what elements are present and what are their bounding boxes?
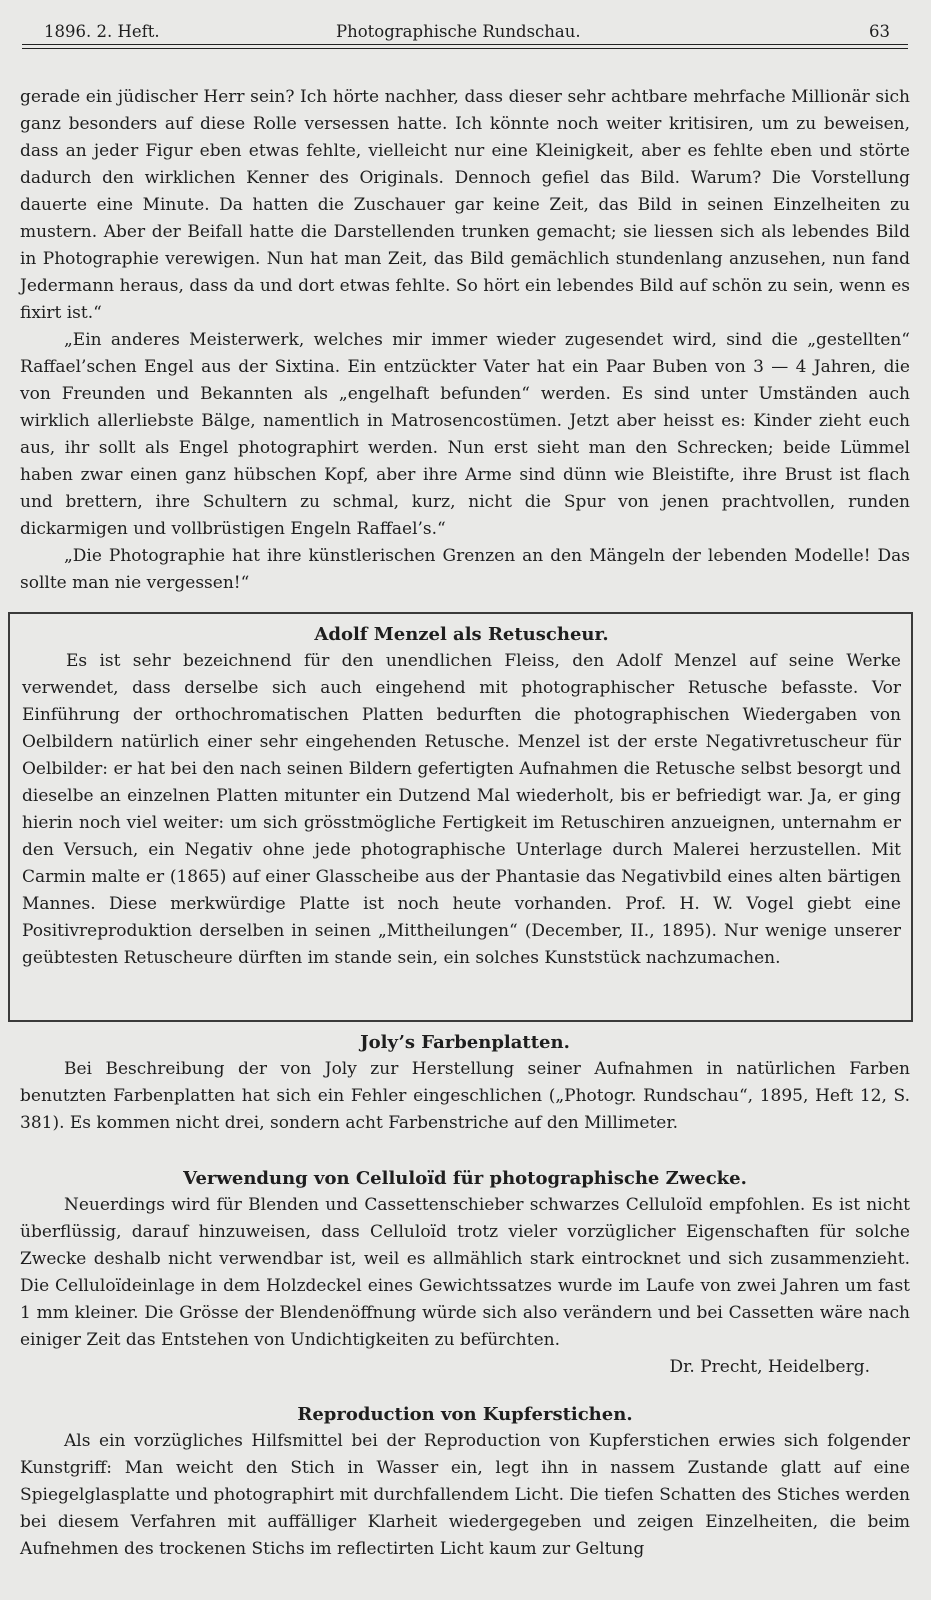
paragraph: Es ist sehr bezeichnend für den unendlichen Fleiss, den Adolf Menzel auf seine Werke verwendet, dass derselbe sich auch eingehend mit photographischer Retusche befasste. Vor Einführung der orthochromatischen Platten bedurften die photographischen Wiedergaben von Oelbildern natürlich einer sehr eingehenden Retusche. Menzel ist der erste Negativretuscheur für Oelbilder: er hat bei den nach seinen Bildern gefertigten Aufnahmen die Retusche selbst besorgt und dieselbe an einzelnen Platten mitunter ein Dutzend Mal wiederholt, bis er befriedigt war. Ja, er ging hierin noch viel weiter: um sich grösstmögliche Fertigkeit im Retuschiren anzueignen, unternahm er den Versuch, ein Negativ ohne jede photographische Unterlage durch Malerei herzustellen. Mit Carmin malte er (1865) auf einer Glasscheibe aus der Phantasie das Negativbild eines alten bärtigen Mannes. Diese merkwürdige Platte ist noch heute vorhanden. Prof. H. W. Vogel giebt eine Positivreproduktion derselben in seinen „Mittheilungen“ (December, II., 1895). Nur wenige unserer geübtesten Retuscheure dürften im stande sein, ein solches Kunststück nachzumachen. xyxy=(22,651,901,968)
continued-article xyxy=(20,84,910,597)
page-number: 63 xyxy=(869,22,890,41)
joly-article xyxy=(20,1030,910,1137)
celluloid-article xyxy=(20,1166,910,1381)
section-heading: Reproduction von Kupferstichen. xyxy=(297,1404,633,1425)
section-heading: Joly’s Farbenplatten. xyxy=(360,1032,570,1053)
kupferstich-article xyxy=(20,1402,910,1563)
paragraph: Bei Beschreibung der von Joly zur Herstellung seiner Aufnahmen in natürlichen Farben benutzten Farbenplatten hat sich ein Fehler eingeschlichen („Photogr. Rundschau“, 1895, Heft 12, S. 381). Es kommen nicht drei, sondern acht Farbenstriche auf den Millimeter. xyxy=(20,1059,910,1133)
paragraph: „Ein anderes Meisterwerk, welches mir immer wieder zugesendet wird, sind die „gestellten“ Raffael’schen Engel aus der Sixtina. Ein entzückter Vater hat ein Paar Buben von 3 — 4 Jahren, die von Freunden und Bekannten als „engelhaft befunden“ werden. Es sind unter Umständen auch wirklich allerliebste Bälge, namentlich in Matrosencostümen. Jetzt aber heisst es: Kinder zieht euch aus, ihr sollt als Engel photographirt werden. Nun erst sieht man den Schrecken; beide Lümmel haben zwar einen ganz hübschen Kopf, aber ihre Arme sind dünn wie Bleistifte, ihre Brust ist flach und brettern, ihre Schultern zu schmal, kurz, nicht die Spur von jenen prachtvollen, runden dickarmigen und vollbrüstigen Engeln Raffael’s.“ xyxy=(20,330,910,539)
menzel-article-box xyxy=(8,612,913,1022)
paragraph: „Die Photographie hat ihre künstlerischen Grenzen an den Mängeln der lebenden Modelle! Das sollte man nie vergessen!“ xyxy=(20,546,910,593)
header-rule-bottom xyxy=(22,48,908,49)
paragraph: Als ein vorzügliches Hilfsmittel bei der Reproduction von Kupferstichen erwies sich folgender Kunstgriff: Man weicht den Stich in Wasser ein, legt ihn in nassem Zustande glatt auf eine Spiegelglasplatte und photographirt mit durchfallendem Licht. Die tiefen Schatten des Stiches werden bei diesem Verfahren mit auffälliger Klarheit wiedergegeben und zeigen Einzelheiten, die beim Aufnehmen des trockenen Stichs im reflectirten Licht kaum zur Geltung xyxy=(20,1431,910,1559)
journal-title: Photographische Rundschau. xyxy=(336,22,581,41)
paragraph: Neuerdings wird für Blenden und Cassettenschieber schwarzes Celluloïd empfohlen. Es ist nicht überflüssig, darauf hinzuweisen, dass Celluloïd trotz vieler vorzüglicher Eigenschaften für solche Zwecke deshalb nicht verwendbar ist, weil es allmählich stark eintrocknet und sich zusammenzieht. Die Celluloïdeinlage in dem Holzdeckel eines Gewichtssatzes wurde im Laufe von zwei Jahren um fast 1 mm kleiner. Die Grösse der Blendenöffnung würde sich also verändern und bei Cassetten wäre nach einiger Zeit das Entstehen von Undichtigkeiten zu befürchten. xyxy=(20,1195,910,1350)
header-rule-top xyxy=(22,44,908,45)
section-heading: Adolf Menzel als Retuscheur. xyxy=(314,624,609,645)
section-heading: Verwendung von Celluloïd für photographische Zwecke. xyxy=(183,1168,747,1189)
author-signature: Dr. Precht, Heidelberg. xyxy=(669,1357,870,1377)
paragraph: gerade ein jüdischer Herr sein? Ich hörte nachher, dass dieser sehr achtbare mehrfache Millionär sich ganz besonders auf diese Rolle versessen hatte. Ich könnte noch weiter kritisiren, um zu beweisen, dass an jeder Figur eben etwas fehlte, vielleicht nur eine Kleinigkeit, aber es fehlte eben und störte dadurch den wirklichen Kenner des Originals. Dennoch gefiel das Bild. Warum? Die Vorstellung dauerte eine Minute. Da hatten die Zuschauer gar keine Zeit, das Bild in seinen Einzelheiten zu mustern. Aber der Beifall hatte die Darstellenden trunken gemacht; sie liessen sich als lebendes Bild in Photographie verewigen. Nun hat man Zeit, das Bild gemächlich stundenlang anzusehen, nun fand Jedermann heraus, dass da und dort etwas fehlte. So hört ein lebendes Bild auf schön zu sein, wenn es fixirt ist.“ xyxy=(20,87,910,323)
issue-info: 1896. 2. Heft. xyxy=(44,22,160,41)
